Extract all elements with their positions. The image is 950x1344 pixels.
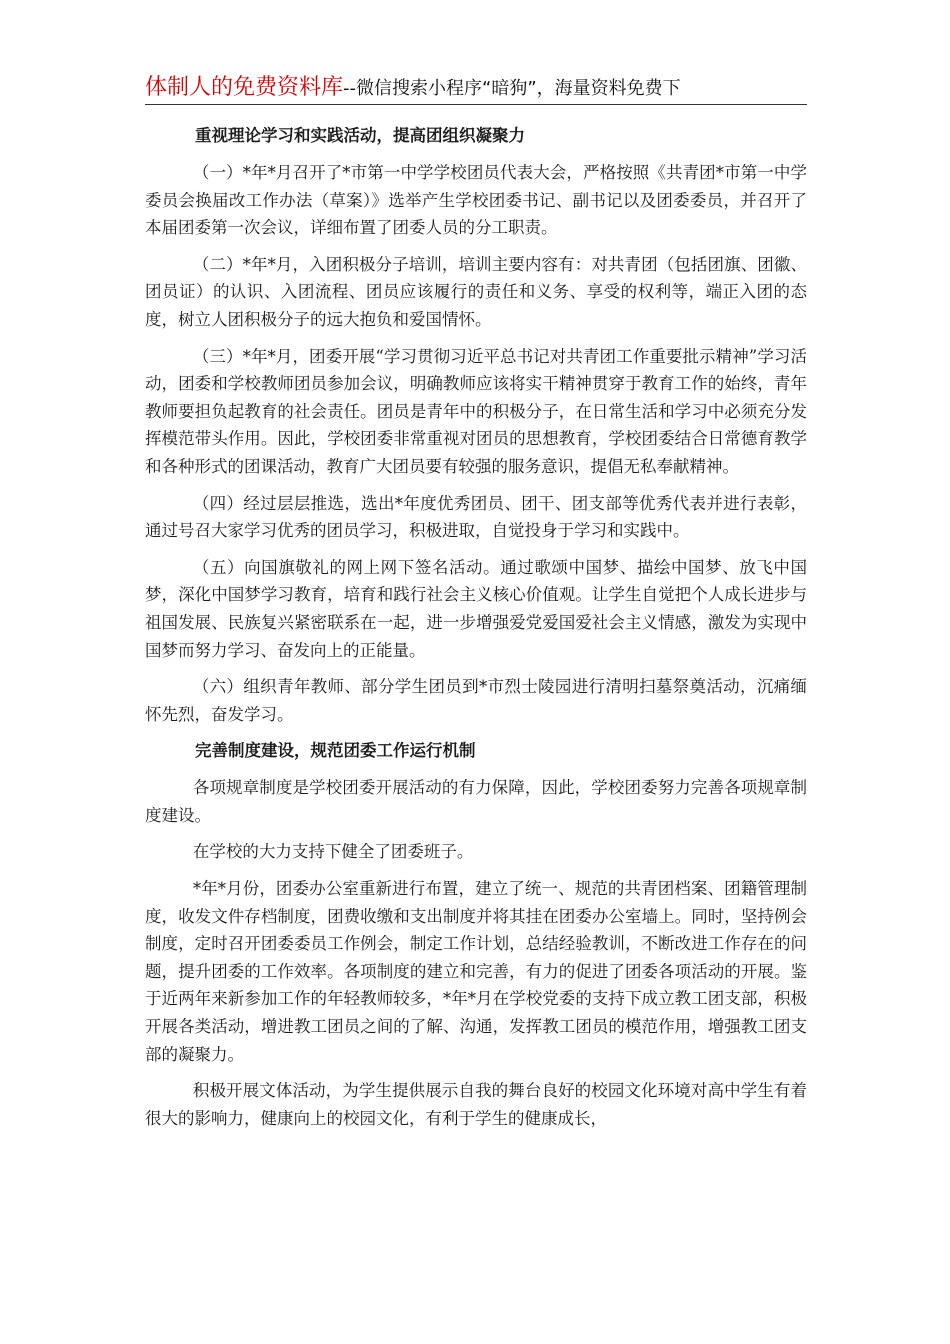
paragraph: （二）*年*月，入团积极分子培训，培训主要内容有：对共青团（包括团旗、团徽、团员证）的认识、入团流程、团员应该履行的责任和义务、享受的权利等，端正入团的态度，树立人团积极分子的远大抱负和爱国情怀。 xyxy=(145,254,807,329)
paragraph: （四）经过层层推选，选出*年度优秀团员、团干、团支部等优秀代表并进行表彰，通过号召大家学习优秀的团员学习，积极进取，自觉投身于学习和实践中。 xyxy=(145,493,807,541)
paragraph: （六）组织青年教师、部分学生团员到*市烈士陵园进行清明扫墓祭奠活动，沉痛缅怀先烈，奋发学习。 xyxy=(145,677,807,724)
paragraph: *年*月份，团委办公室重新进行布置，建立了统一、规范的共青团档案、团籍管理制度，收发文件存档制度，团费收缴和支出制度并将其挂在团委办公室墙上。同时，坚持例会制度，定时召开团委委员工作例会，制定工作计划，总结经验教训，不断改进工作存在的问题，提升团委的工作效率。各项制度的建立和完善，有力的促进了团委各项活动的开展。鉴于近两年来新参加工作的年轻教师较多，*年*月在学校党委的支持下成立教工团支部，积极开展各类活动，增进教工团员之间的了解、沟通，发挥教工团员的模范作用，增强教工团支部的凝聚力。 xyxy=(145,879,807,1064)
paragraph: （一）*年*月召开了*市第一中学学校团员代表大会，严格按照《共青团*市第一中学委员会换届改工作办法（草案）》选举产生学校团委书记、副书记以及团委委员，并召开了本届团委第一次会议，详细布置了团委人员的分工职责。 xyxy=(145,163,807,238)
header-brand: 体制人的免费资料库 xyxy=(145,75,344,100)
paragraph: 积极开展文体活动，为学生提供展示自我的舞台良好的校园文化环境对高中学生有着很大的影响力，健康向上的校园文化，有利于学生的健康成长， xyxy=(145,1081,807,1128)
paragraph: 在学校的大力支持下健全了团委班子。 xyxy=(192,842,474,862)
section-system-building xyxy=(145,737,807,1132)
section-theory-practice xyxy=(145,122,807,728)
document-body xyxy=(145,122,807,1141)
section-heading: 重视理论学习和实践活动，提高团组织凝聚力 xyxy=(195,126,525,145)
paragraph: （五）向国旗敬礼的网上网下签名活动。通过歌颂中国梦、描绘中国梦、放飞中国梦，深化中国梦学习教育，培育和践行社会主义核心价值观。让学生自觉把个人成长进步与祖国发展、民族复兴紧密联系在一起，进一步增强爱党爱国爱社会主义情感，激发为实现中国梦而努力学习、奋发向上的正能量。 xyxy=(145,557,807,660)
paragraph: 各项规章制度是学校团委开展活动的有力保障，因此，学校团委努力完善各项规章制度建设。 xyxy=(145,778,807,825)
page-header xyxy=(145,70,807,105)
section-heading: 完善制度建设，规范团委工作运行机制 xyxy=(195,741,476,761)
paragraph: （三）*年*月，团委开展“学习贯彻习近平总书记对共青团工作重要批示精神”学习活动，团委和学校教师团员参加会议，明确教师应该将实干精神贯穿于教育工作的始终，青年教师要担负起教育的社会责任。团员是青年中的积极分子，在日常生活和学习中必须充分发挥模范带头作用。因此，学校团委非常重视对团员的思想教育，学校团委结合日常德育教学和各种形式的团课活动，教育广大团员要有较强的服务意识，提倡无私奉献精神。 xyxy=(145,346,807,476)
header-tagline: --微信搜索小程序“暗狗”，海量资料免费下 xyxy=(343,78,681,99)
